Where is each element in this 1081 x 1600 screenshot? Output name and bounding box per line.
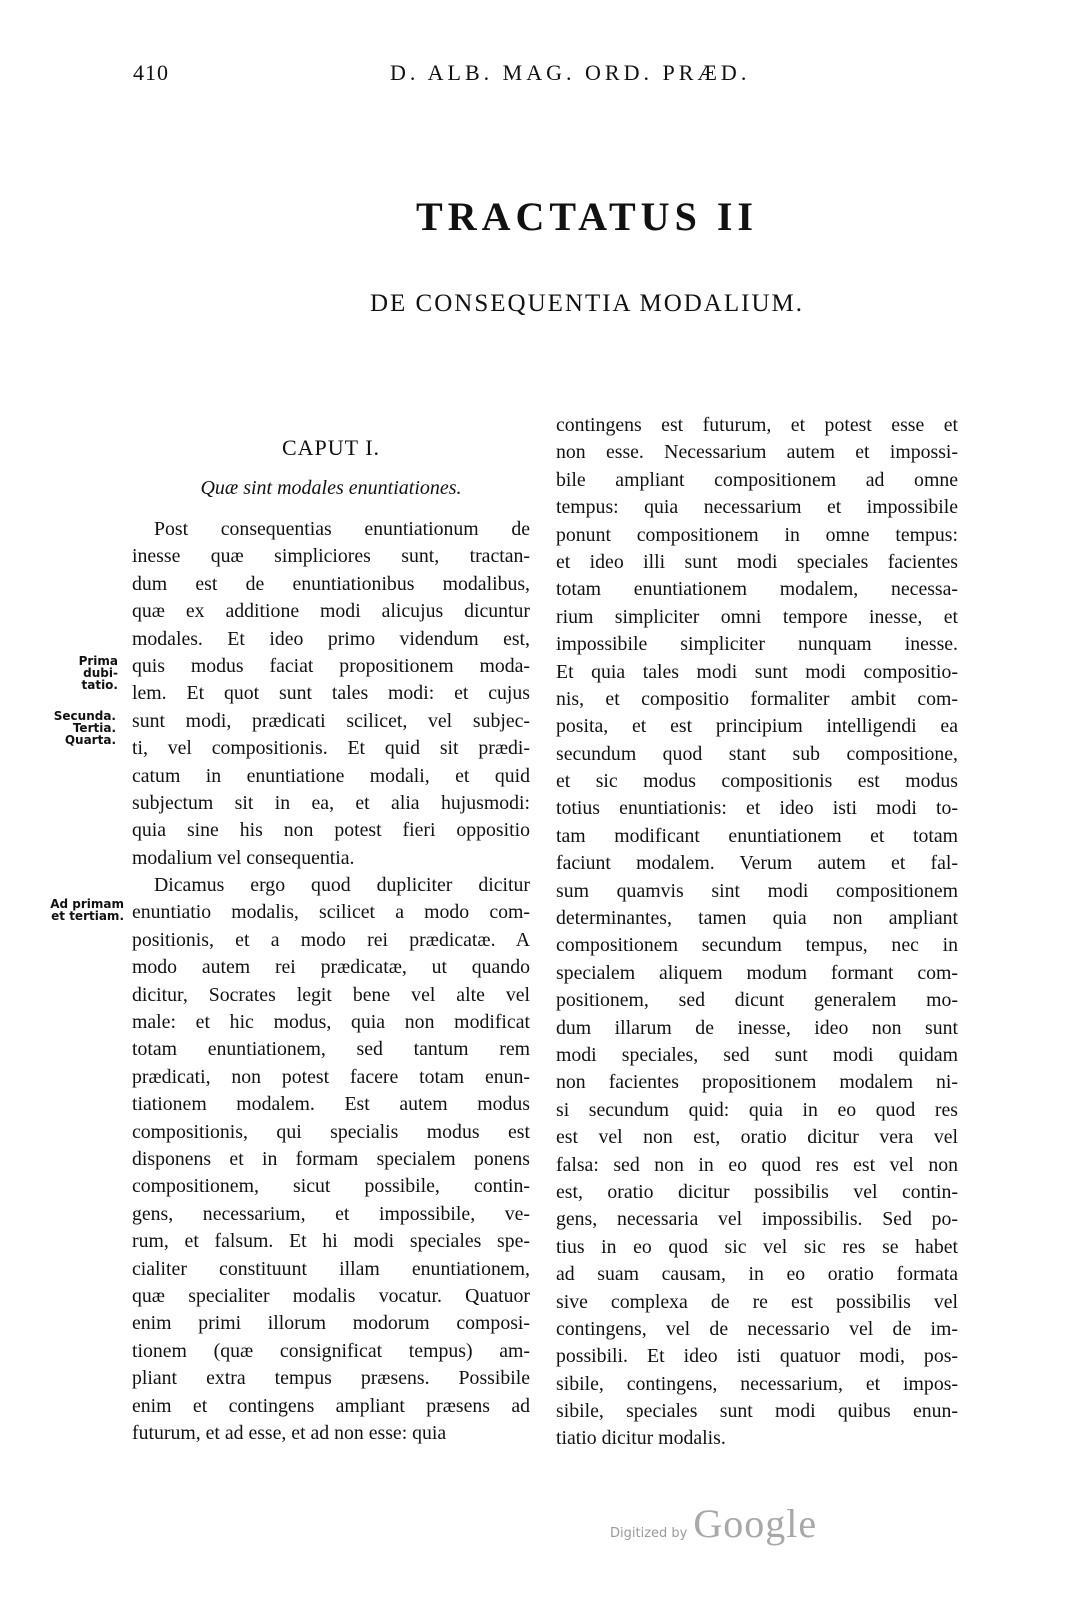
text-line: totam enuntiationem modalem, necessa- (556, 578, 958, 601)
margin-note-ad-primam (40, 898, 124, 922)
spacer (132, 502, 530, 516)
text-line: ponunt compositionem in omne tempus: (556, 523, 958, 546)
text-line: sive complexa de re est possibilis vel (556, 1290, 958, 1313)
treatise-subtitle: DE CONSEQUENTIA MODALIUM. (369, 290, 804, 317)
text-line: enim et contingens ampliant præsens ad (132, 1394, 530, 1417)
text-line: male: et hic modus, quia non modificat (132, 1011, 530, 1034)
text-line: quis modus faciat propositionem moda- (132, 654, 530, 677)
text-line: sunt modi, prædicati scilicet, vel subjec- (132, 709, 530, 732)
text-line: modalium vel consequentia. (132, 846, 355, 869)
margin-note-prima (40, 655, 118, 691)
left-column-text (132, 516, 530, 1447)
text-line: est, oratio dicitur possibilis vel contin- (556, 1180, 958, 1203)
text-line: rium simpliciter omni tempore inesse, et (556, 605, 958, 628)
text-line: tam modificant enuntiationem et totam (556, 824, 958, 847)
text-line: modales. Et ideo primo videndum est, (132, 627, 530, 650)
margin-note-line: Quarta. (64, 733, 116, 747)
text-line: et sic modus compositionis est modus (556, 770, 958, 793)
text-line: tempus: quia necessarium et impossibile (556, 496, 958, 519)
text-line: futurum, et ad esse, et ad non esse: quia (132, 1421, 447, 1444)
margin-note-line: Ad primam (50, 897, 124, 911)
text-line: Post consequentias enuntiationum de (154, 518, 530, 540)
text-line: tius in eo quod sic vel sic res se habet (556, 1235, 958, 1258)
watermark-prefix: Digitized by (610, 1526, 688, 1541)
text-line: possibili. Et ideo isti quatuor modi, pos- (556, 1345, 958, 1368)
text-line: prædicati, non potest facere totam enun- (132, 1065, 530, 1088)
text-line: positionem, sed dicunt generalem mo- (556, 989, 958, 1012)
text-line: lem. Et quot sunt tales modi: et cujus (132, 682, 530, 705)
text-line: tiatio dicitur modalis. (556, 1427, 726, 1450)
text-line: positionis, et a modo rei prædicatæ. A (132, 928, 530, 951)
text-line: quæ ex additione modi alicujus dicuntur (132, 600, 530, 623)
margin-note-secunda (40, 710, 116, 746)
treatise-title: TRACTATUS II (416, 194, 758, 239)
right-column-text (556, 412, 958, 1453)
text-line: dum est de enuntiationibus modalibus, (132, 572, 530, 595)
right-column (556, 412, 958, 1453)
text-line: est vel non est, oratio dicitur vera vel (556, 1126, 958, 1149)
text-line: Et quia tales modi sunt modi compositio- (556, 660, 958, 683)
text-line: si secundum quid: quia in eo quod res (556, 1098, 958, 1121)
text-line: tionem (quæ consignificat tempus) am- (132, 1339, 530, 1362)
text-line: disponens et in formam specialem ponens (132, 1147, 530, 1170)
chapter-heading: CAPUT I. (281, 435, 381, 460)
text-line: determinantes, tamen quia non ampliant (556, 907, 958, 930)
text-line: ad suam causam, in eo oratio formata (556, 1263, 958, 1286)
margin-note-line: Secunda. (53, 709, 116, 723)
text-line: contingens est futurum, et potest esse et (556, 414, 958, 436)
running-head: D. ALB. MAG. ORD. PRÆD. (390, 60, 751, 85)
text-line: enim primi illorum modorum composi- (132, 1312, 530, 1335)
text-line: compositionem, sicut possibile, contin- (132, 1175, 530, 1198)
text-line: dicitur, Socrates legit bene vel alte vel (132, 983, 530, 1006)
text-line: compositionis, qui specialis modus est (132, 1120, 530, 1143)
text-line: gens, necessaria vel impossibilis. Sed po- (556, 1208, 958, 1231)
text-line: et ideo illi sunt modi speciales facientes (556, 550, 958, 573)
text-line: specialem aliquem modum formant com- (556, 961, 958, 984)
text-line: pliant extra tempus præsens. Possibile (132, 1367, 530, 1390)
text-line: bile ampliant compositionem ad omne (556, 468, 958, 491)
margin-note-line: Tertia. (72, 721, 116, 735)
text-line: totius enuntiationis: et ideo isti modi to- (556, 797, 958, 820)
text-line: totam enuntiationem, sed tantum rem (132, 1038, 530, 1061)
text-line: posita, et est principium intelligendi ea (556, 715, 958, 738)
text-line: enuntiatio modalis, scilicet a modo com- (132, 901, 530, 924)
margin-note-line: Prima dubi- (78, 654, 118, 680)
text-line: tiationem modalem. Est autem modus (132, 1093, 530, 1116)
text-line: Dicamus ergo quod dupliciter dicitur (154, 874, 530, 897)
text-line: cialiter constituunt illam enuntiationem, (132, 1257, 530, 1280)
text-line: quæ specialiter modalis vocatur. Quatuor (132, 1284, 530, 1307)
text-line: impossibile simpliciter nunquam inesse. (556, 633, 958, 656)
text-line: sum quamvis sint modi compositionem (556, 879, 958, 902)
text-line: modi speciales, sed sunt modi quidam (556, 1043, 958, 1066)
text-line: modo autem rei prædicatæ, ut quando (132, 956, 530, 979)
text-line: catum in enuntiatione modali, et quid (132, 764, 530, 787)
left-column (132, 412, 530, 1447)
margin-note-line: tatio. (81, 678, 118, 692)
text-line: non facientes propositionem modalem ni- (556, 1071, 958, 1094)
text-line: faciunt modalem. Verum autem et fal- (556, 852, 958, 875)
margin-note-line: et tertiam. (51, 909, 124, 923)
text-line: contingens, vel de necessario vel de im- (556, 1317, 958, 1340)
google-logo: Google (693, 1501, 818, 1546)
page-number: 410 (133, 60, 169, 85)
text-line: non esse. Necessarium autem et impossi- (556, 441, 958, 464)
text-line: sibile, contingens, necessarium, et impos- (556, 1372, 958, 1395)
text-line: secundum quod stant sub compositione, (556, 742, 958, 765)
text-line: falsa: sed non in eo quod res est vel non (556, 1153, 958, 1176)
text-line: inesse quæ simpliciores sunt, tractan- (132, 545, 530, 568)
text-line: dum illarum de inesse, ideo non sunt (556, 1016, 958, 1039)
text-line: gens, necessarium, et impossibile, ve- (132, 1202, 530, 1225)
text-line: quia sine his non potest fieri oppositio (132, 819, 530, 842)
text-line: ti, vel compositionis. Et quid sit prædi- (132, 737, 530, 760)
text-line: subjectum sit in ea, et alia hujusmodi: (132, 791, 530, 814)
digitized-watermark (610, 1500, 817, 1547)
text-line: compositionem secundum tempus, nec in (556, 934, 958, 957)
text-line: sibile, speciales sunt modi quibus enun- (556, 1400, 958, 1423)
text-line: rum, et falsum. Et hi modi speciales spe- (132, 1230, 530, 1253)
text-line: nis, et compositio formaliter ambit com- (556, 687, 958, 710)
chapter-subheading: Quæ sint modales enuntiationes. (200, 477, 462, 499)
